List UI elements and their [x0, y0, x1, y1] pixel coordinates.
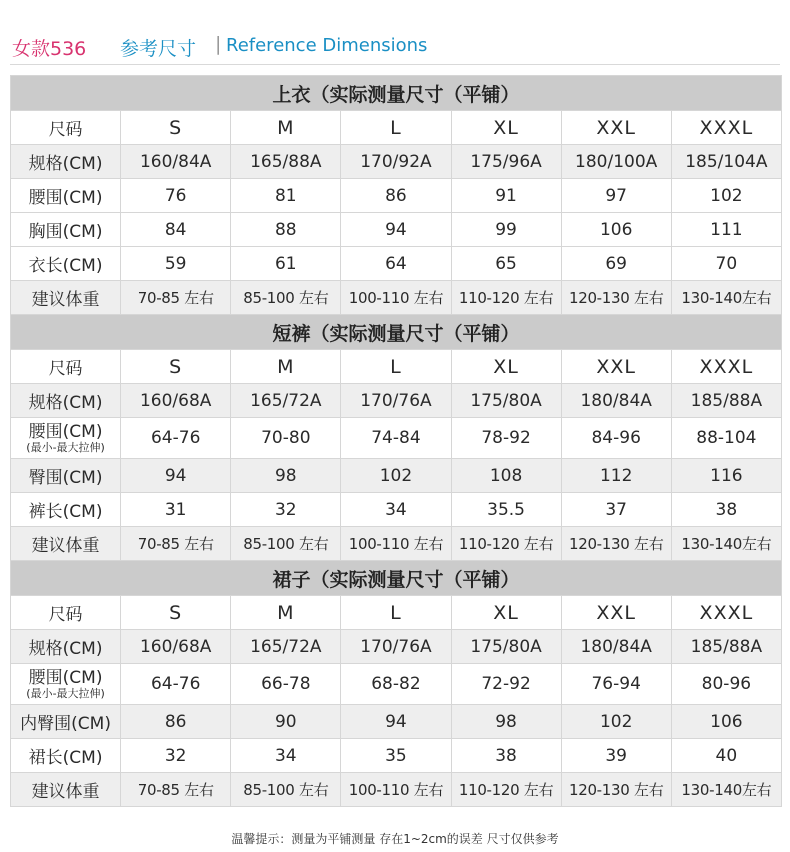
table-cell: 98: [451, 705, 561, 739]
table-cell: 38: [671, 493, 781, 527]
table-cell: L: [341, 350, 451, 384]
row-label: 规格(CM): [11, 384, 121, 418]
table-cell: 70-85 左右: [121, 527, 231, 561]
table-cell: XL: [451, 596, 561, 630]
table-cell: 120-130 左右: [561, 527, 671, 561]
measurement-note: 温馨提示：测量为平铺测量 存在1~2cm的误差 尺寸仅供参考: [231, 832, 559, 846]
table-cell: 86: [121, 705, 231, 739]
table-cell: 78-92: [451, 418, 561, 459]
table-cell: 110-120 左右: [451, 527, 561, 561]
table-cell: 72-92: [451, 664, 561, 705]
table-cell: 32: [231, 493, 341, 527]
table-cell: 170/92A: [341, 145, 451, 179]
table-cell: 106: [561, 213, 671, 247]
table-cell: 86: [341, 179, 451, 213]
table-cell: 66-78: [231, 664, 341, 705]
table-cell: 70-80: [231, 418, 341, 459]
table-cell: 185/104A: [671, 145, 781, 179]
table-cell: 100-110 左右: [341, 773, 451, 807]
section-title-en: Reference Dimensions: [226, 35, 428, 56]
table-cell: 180/84A: [561, 384, 671, 418]
table-cell: XL: [451, 350, 561, 384]
table-cell: 130-140左右: [671, 527, 781, 561]
row-label: 尺码: [11, 111, 121, 145]
table-row: [11, 111, 782, 145]
table-cell: XXXL: [671, 111, 781, 145]
table-row: [11, 179, 782, 213]
table-cell: 40: [671, 739, 781, 773]
table-cell: 175/96A: [451, 145, 561, 179]
table-cell: 106: [671, 705, 781, 739]
table-cell: 61: [231, 247, 341, 281]
row-label: 衣长(CM): [11, 247, 121, 281]
row-label: [11, 418, 121, 459]
table-cell: 85-100 左右: [231, 773, 341, 807]
table-row: [11, 350, 782, 384]
row-label: 建议体重: [11, 281, 121, 315]
table-row: [11, 773, 782, 807]
table-cell: 76: [121, 179, 231, 213]
row-label: 尺码: [11, 596, 121, 630]
table-cell: 116: [671, 459, 781, 493]
table-title-row: [11, 315, 782, 350]
table-cell: 165/88A: [231, 145, 341, 179]
table-cell: 94: [341, 705, 451, 739]
table-cell: 165/72A: [231, 384, 341, 418]
table-cell: 35.5: [451, 493, 561, 527]
row-label: 规格(CM): [11, 145, 121, 179]
table-cell: M: [231, 350, 341, 384]
table-cell: M: [231, 596, 341, 630]
table-cell: 180/100A: [561, 145, 671, 179]
table-cell: 180/84A: [561, 630, 671, 664]
table-cell: 39: [561, 739, 671, 773]
row-label: [11, 664, 121, 705]
table-cell: S: [121, 350, 231, 384]
table-row: [11, 384, 782, 418]
row-label: 尺码: [11, 350, 121, 384]
table-cell: S: [121, 596, 231, 630]
table-cell: 102: [671, 179, 781, 213]
table-row: [11, 664, 782, 705]
table-cell: 111: [671, 213, 781, 247]
table-cell: 160/68A: [121, 384, 231, 418]
row-label: 裤长(CM): [11, 493, 121, 527]
table-cell: 170/76A: [341, 384, 451, 418]
row-label: 内臀围(CM): [11, 705, 121, 739]
model-label: 女款536: [12, 38, 87, 60]
table-cell: 175/80A: [451, 630, 561, 664]
table-row: [11, 145, 782, 179]
table-cell: 170/76A: [341, 630, 451, 664]
row-label: 裙长(CM): [11, 739, 121, 773]
table-cell: 32: [121, 739, 231, 773]
table-title-row: [11, 561, 782, 596]
table-cell: 90: [231, 705, 341, 739]
table-cell: 108: [451, 459, 561, 493]
table-cell: 81: [231, 179, 341, 213]
table-cell: 84: [121, 213, 231, 247]
table-cell: 37: [561, 493, 671, 527]
table-cell: S: [121, 111, 231, 145]
table-row: [11, 247, 782, 281]
row-label-main: 腰围(CM): [28, 421, 103, 442]
table-cell: 85-100 左右: [231, 527, 341, 561]
row-label-main: 腰围(CM): [28, 667, 103, 688]
section-title-cn: 参考尺寸: [120, 38, 197, 60]
table-row: [11, 630, 782, 664]
table-cell: M: [231, 111, 341, 145]
table-cell: 97: [561, 179, 671, 213]
row-label: 胸围(CM): [11, 213, 121, 247]
table-cell: 88: [231, 213, 341, 247]
table-row: [11, 739, 782, 773]
table-cell: 100-110 左右: [341, 281, 451, 315]
table-cell: XXXL: [671, 350, 781, 384]
table-cell: 160/84A: [121, 145, 231, 179]
row-label-sub: (最小-最大拉伸): [26, 686, 105, 700]
table-cell: 94: [341, 213, 451, 247]
table-cell: XXL: [561, 111, 671, 145]
table-row: [11, 213, 782, 247]
row-label: 建议体重: [11, 773, 121, 807]
table-cell: 59: [121, 247, 231, 281]
table-cell: 31: [121, 493, 231, 527]
table-cell: 102: [341, 459, 451, 493]
table-cell: 99: [451, 213, 561, 247]
table-title: 裙子（实际测量尺寸（平铺）: [11, 561, 782, 596]
size-tables: [10, 75, 782, 807]
table-cell: 80-96: [671, 664, 781, 705]
table-cell: 84-96: [561, 418, 671, 459]
table-cell: XXL: [561, 596, 671, 630]
table-row: [11, 281, 782, 315]
table-row: [11, 493, 782, 527]
table-cell: 120-130 左右: [561, 773, 671, 807]
row-label: 腰围(CM): [11, 179, 121, 213]
table-cell: 64: [341, 247, 451, 281]
table-cell: 130-140左右: [671, 773, 781, 807]
table-cell: 102: [561, 705, 671, 739]
row-label: 规格(CM): [11, 630, 121, 664]
table-cell: 70-85 左右: [121, 281, 231, 315]
table-cell: XXXL: [671, 596, 781, 630]
page-header: [10, 0, 780, 65]
table-title-row: [11, 76, 782, 111]
table-cell: 76-94: [561, 664, 671, 705]
table-cell: 70: [671, 247, 781, 281]
table-cell: L: [341, 111, 451, 145]
table-cell: 64-76: [121, 664, 231, 705]
table-row: [11, 459, 782, 493]
row-label: 建议体重: [11, 527, 121, 561]
table-cell: 69: [561, 247, 671, 281]
table-cell: 175/80A: [451, 384, 561, 418]
row-label-sub: (最小-最大拉伸): [26, 440, 105, 454]
table-cell: 165/72A: [231, 630, 341, 664]
table-row: [11, 705, 782, 739]
table-cell: 65: [451, 247, 561, 281]
table-cell: 100-110 左右: [341, 527, 451, 561]
table-cell: 94: [121, 459, 231, 493]
table-cell: 110-120 左右: [451, 773, 561, 807]
table-cell: 64-76: [121, 418, 231, 459]
table-cell: 68-82: [341, 664, 451, 705]
table-cell: 38: [451, 739, 561, 773]
table-cell: 110-120 左右: [451, 281, 561, 315]
table-row: [11, 418, 782, 459]
table-cell: 112: [561, 459, 671, 493]
table-row: [11, 596, 782, 630]
table-cell: XXL: [561, 350, 671, 384]
table-cell: 98: [231, 459, 341, 493]
table-row: [11, 527, 782, 561]
table-cell: 120-130 左右: [561, 281, 671, 315]
table-cell: 70-85 左右: [121, 773, 231, 807]
table-cell: 35: [341, 739, 451, 773]
table-cell: 130-140左右: [671, 281, 781, 315]
table-cell: 74-84: [341, 418, 451, 459]
table-title: 上衣（实际测量尺寸（平铺）: [11, 76, 782, 111]
table-title: 短裤（实际测量尺寸（平铺）: [11, 315, 782, 350]
table-cell: 88-104: [671, 418, 781, 459]
size-table-top: [10, 75, 782, 807]
title-separator: |: [215, 33, 222, 55]
table-cell: 185/88A: [671, 384, 781, 418]
table-cell: 160/68A: [121, 630, 231, 664]
table-cell: 185/88A: [671, 630, 781, 664]
table-cell: L: [341, 596, 451, 630]
table-cell: 34: [231, 739, 341, 773]
table-cell: 34: [341, 493, 451, 527]
table-cell: 85-100 左右: [231, 281, 341, 315]
table-cell: 91: [451, 179, 561, 213]
table-cell: XL: [451, 111, 561, 145]
row-label: 臀围(CM): [11, 459, 121, 493]
